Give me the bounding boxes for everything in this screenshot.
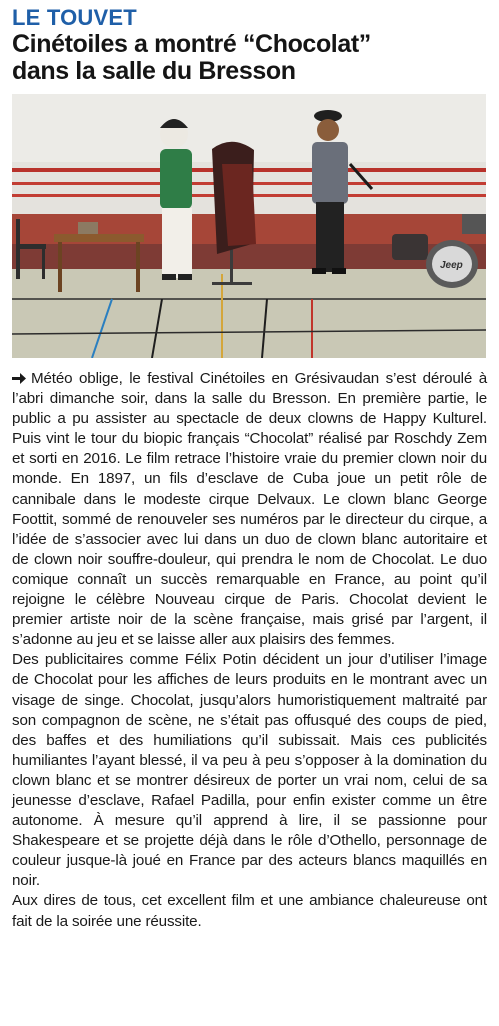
paragraph-1 xyxy=(12,369,487,650)
headline-line-2: dans la salle du Bresson xyxy=(12,57,296,85)
headline-line-1: Cinétoiles a montré “Chocolat” xyxy=(12,30,371,58)
article-body xyxy=(12,369,487,932)
paragraph-2: Des publicitaires comme Félix Potin décident un jour d’utiliser l’image de Chocolat pour les affiches de leurs produits en le montrant avec un visage de singe. Chocolat, jusqu’alors humoristiquement maltraité par son compagnon de scène, ne s’était pas offusqué des coups de pied, des baffes et des humiliations qu’il subissait. Mais ces publicités humiliantes l’ayant blessé, il va peu à peu s’opposer à la domination du clown blanc et se montrer désireux de porter un vrai nom, celui de sa jeunesse d’esclave, Rafael Padilla, pour enfin exister comme un être autonome. À mesure qu’il apprend à lire, il se passionne pour Shakespeare et se projette déjà dans le rôle d’Othello, personnage de couleur jusque-là joué en France par des acteurs blancs maquillés en noir. xyxy=(12,651,487,890)
photo-illustration xyxy=(12,94,486,358)
paragraph-3: Aux dires de tous, cet excellent film et une ambiance chaleureuse ont fait de la soirée une réussite. xyxy=(12,892,487,930)
headline xyxy=(12,31,487,85)
drum-logo-text: Jeep xyxy=(440,260,463,271)
section-kicker: LE TOUVET xyxy=(12,5,137,30)
paragraph-1-text: Météo oblige, le festival Cinétoiles en Grésivaudan s’est déroulé à l’abri dimanche soir, dans la salle du Bresson. En première partie, le public a pu assister au spectacle de deux clowns de Happy Kulturel. Puis vint le tour du biopic français “Chocolat” réalisé par Roschdy Zem et sorti en 2016. Le film retrace l’histoire vraie du premier clown noir du monde. En 1897, un fils d’esclave de Cuba joue un petit rôle de cannibale dans le modeste cirque Delvaux. Le clown blanc George Foottit, sommé de renouveler ses numéros par le directeur du cirque, a l’idée de s’associer avec lui dans un duo de clown blanc autoritaire et de clown noir souffre-douleur, qui prendra le nom de Chocolat. Le duo comique connaît un succès remarquable en France, au point qu’il rejoigne le célèbre Nouveau cirque de Paris. Chocolat devient le premier artiste noir de la scène française, mais grisé par l’argent, il s’adonne au jeu et se laisse aller aux plaisirs des femmes. xyxy=(12,370,487,649)
arrow-right-icon xyxy=(12,373,26,384)
article-photo xyxy=(12,94,486,358)
